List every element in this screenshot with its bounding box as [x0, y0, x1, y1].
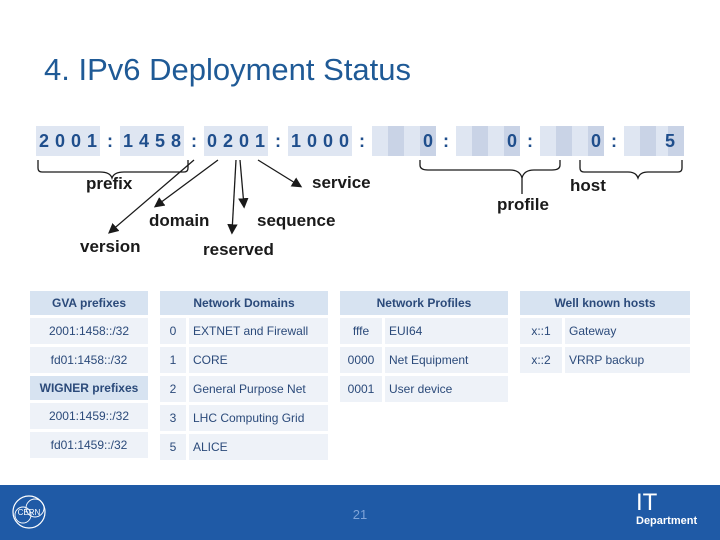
table-cell: 0 — [160, 318, 186, 344]
address-digit: 0 — [238, 131, 249, 151]
address-digit: 1 — [290, 131, 301, 151]
address-digit: 0 — [338, 131, 349, 151]
label-reserved: reserved — [203, 240, 274, 259]
label-host: host — [570, 176, 606, 195]
address-digit: 0 — [506, 131, 517, 151]
address-colon: : — [275, 131, 281, 151]
network-profiles-table — [340, 288, 508, 405]
table-cell: General Purpose Net — [189, 376, 328, 402]
address-digit: 0 — [322, 131, 333, 151]
table-cell: 0000 — [340, 347, 382, 373]
address-digit: 8 — [170, 131, 181, 151]
label-profile: profile — [497, 195, 549, 214]
table-cell: Net Equipment — [385, 347, 508, 373]
page-number: 21 — [352, 507, 368, 522]
address-digit: 2 — [222, 131, 233, 151]
table-cell: 5 — [160, 434, 186, 460]
table-cell: 2 — [160, 376, 186, 402]
address-digit: 5 — [154, 131, 165, 151]
network-domains-table — [160, 288, 328, 463]
address-digit: 0 — [422, 131, 433, 151]
table-cell: EUI64 — [385, 318, 508, 344]
table-cell: fffe — [340, 318, 382, 344]
table-cell: VRRP backup — [565, 347, 690, 373]
label-prefix: prefix — [86, 174, 133, 193]
well-known-hosts-table — [520, 288, 690, 376]
address-digit: 0 — [306, 131, 317, 151]
address-colon: : — [527, 131, 533, 151]
address-digit: 5 — [664, 131, 675, 151]
gva-header: GVA prefixes — [30, 291, 148, 315]
label-sequence: sequence — [257, 211, 336, 230]
table-cell: 2001:1459::/32 — [30, 403, 148, 429]
address-digit: 4 — [138, 131, 149, 151]
address-digit: 0 — [590, 131, 601, 151]
address-colon: : — [107, 131, 113, 151]
it-logo-subtext: Department — [636, 515, 698, 527]
profiles-header: Network Profiles — [340, 291, 508, 315]
address-digit: 1 — [254, 131, 265, 151]
table-cell: 3 — [160, 405, 186, 431]
address-colon: : — [611, 131, 617, 151]
cern-logo — [10, 493, 48, 531]
address-digit: 0 — [70, 131, 81, 151]
table-cell: x::1 — [520, 318, 562, 344]
table-cell: x::2 — [520, 347, 562, 373]
footer-bar — [0, 485, 720, 540]
it-department-logo — [636, 491, 697, 527]
label-service: service — [312, 173, 371, 192]
it-logo-text: IT — [636, 489, 658, 516]
label-domain: domain — [149, 211, 210, 230]
address-digit: 0 — [54, 131, 65, 151]
address-digit: 1 — [122, 131, 133, 151]
hosts-header: Well known hosts — [520, 291, 690, 315]
table-cell: User device — [385, 376, 508, 402]
address-colon: : — [443, 131, 449, 151]
wigner-header: WIGNER prefixes — [30, 376, 148, 400]
table-cell: fd01:1459::/32 — [30, 432, 148, 458]
table-cell: CORE — [189, 347, 328, 373]
slide-title: 4. IPv6 Deployment Status — [44, 52, 412, 87]
address-digit: 0 — [206, 131, 217, 151]
table-cell: LHC Computing Grid — [189, 405, 328, 431]
table-cell: 0001 — [340, 376, 382, 402]
domains-header: Network Domains — [160, 291, 328, 315]
table-cell: 1 — [160, 347, 186, 373]
table-cell: EXTNET and Firewall — [189, 318, 328, 344]
table-cell: fd01:1458::/32 — [30, 347, 148, 373]
address-colon: : — [359, 131, 365, 151]
address-digit: 2 — [38, 131, 49, 151]
table-cell: Gateway — [565, 318, 690, 344]
address-digit: 1 — [86, 131, 97, 151]
table-cell: ALICE — [189, 434, 328, 460]
table-cell: 2001:1458::/32 — [30, 318, 148, 344]
cern-logo-text: CERN — [17, 508, 41, 517]
gva-prefixes-table — [30, 288, 148, 461]
label-version: version — [80, 237, 141, 256]
address-colon: : — [191, 131, 197, 151]
